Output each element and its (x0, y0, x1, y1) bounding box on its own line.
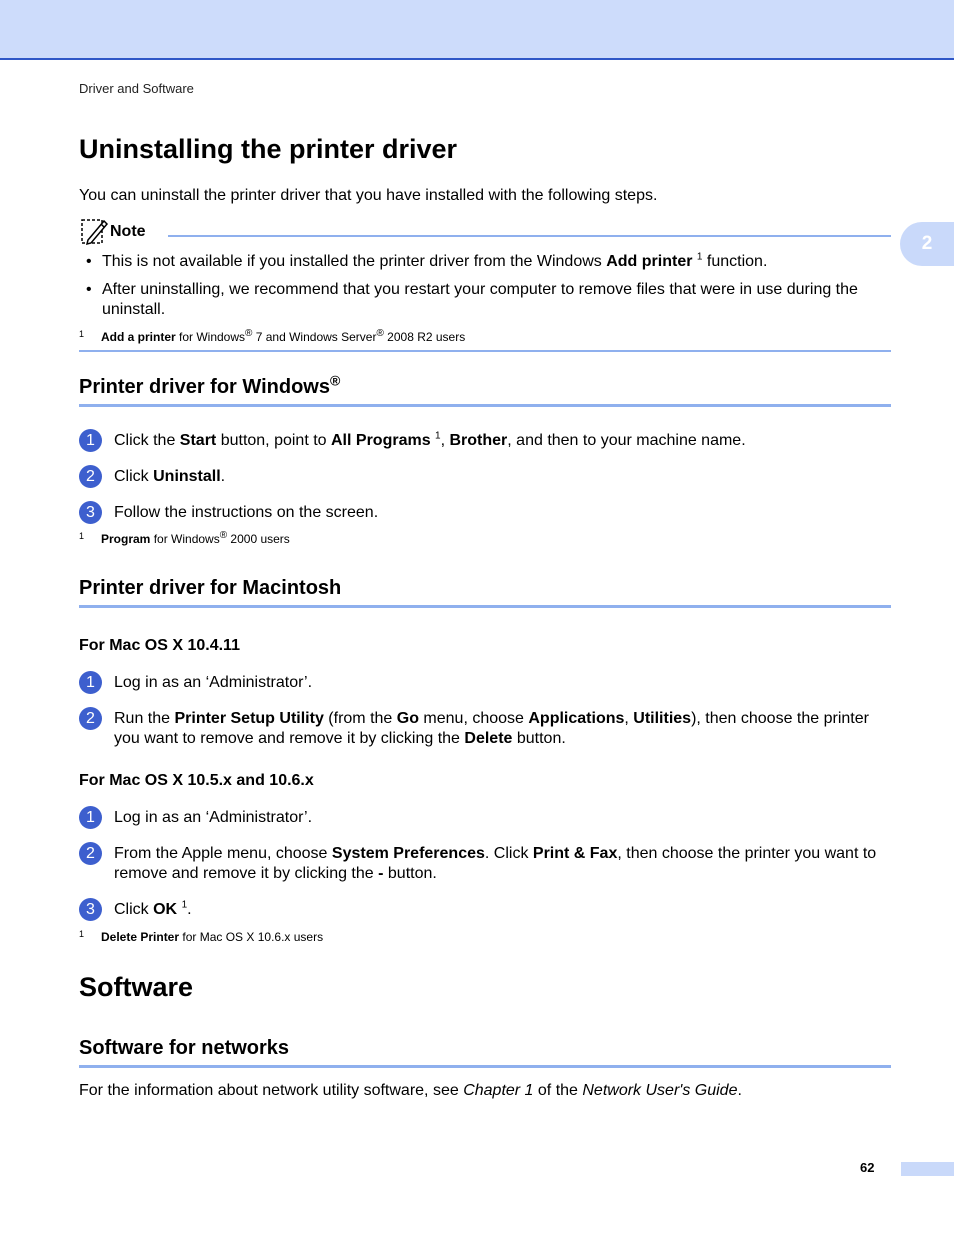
page-number-bar (901, 1162, 954, 1176)
bullet-dot: • (86, 253, 92, 270)
uninstall-title: Uninstalling the printer driver (79, 134, 458, 164)
mac-section-title: Printer driver for Macintosh (79, 577, 891, 608)
step-number-badge: 2 (79, 707, 102, 730)
chapter-link-text: Chapter 1 (463, 1082, 534, 1099)
step-number-badge: 3 (79, 898, 102, 921)
step-number-badge: 1 (79, 806, 102, 829)
software-networks-text: For the information about network utility software, see Chapter 1 of the Network User's Guide. (79, 1082, 742, 1099)
step-number-badge: 3 (79, 501, 102, 524)
page-number: 62 (860, 1160, 875, 1175)
breadcrumb: Driver and Software (79, 81, 194, 96)
note-bullet-text: This is not available if you installed the printer driver from the Windows Add printer $^1$ function. (102, 251, 768, 270)
note-label: Note (110, 223, 146, 240)
step-number-badge: 2 (79, 465, 102, 488)
step-number-badge: 1 (79, 671, 102, 694)
step-number-badge: 1 (79, 429, 102, 452)
uninstall-intro: You can uninstall the printer driver that you have installed with the following steps. (79, 187, 658, 204)
note-end-rule (79, 350, 891, 352)
software-title: Software (79, 972, 194, 1002)
note-header (79, 216, 891, 246)
mac-os-1-title: For Mac OS X 10.4.11 (79, 637, 240, 654)
step-number-badge: 2 (79, 842, 102, 865)
note-pencil-icon (79, 216, 109, 246)
software-networks-title: Software for networks (79, 1037, 891, 1068)
top-header-band (0, 0, 954, 60)
mac-os-2-title: For Mac OS X 10.5.x and 10.6.x (79, 772, 314, 789)
note-bullet-text: After uninstalling, we recommend that you restart your computer to remove files that were in use during the uninstall. (102, 281, 858, 318)
note-divider (168, 235, 891, 237)
windows-section-title: Printer driver for Windows® (79, 376, 891, 407)
chapter-tab: 2 (900, 222, 954, 266)
guide-title-text: Network User's Guide (582, 1082, 738, 1099)
bullet-dot: • (86, 281, 92, 298)
